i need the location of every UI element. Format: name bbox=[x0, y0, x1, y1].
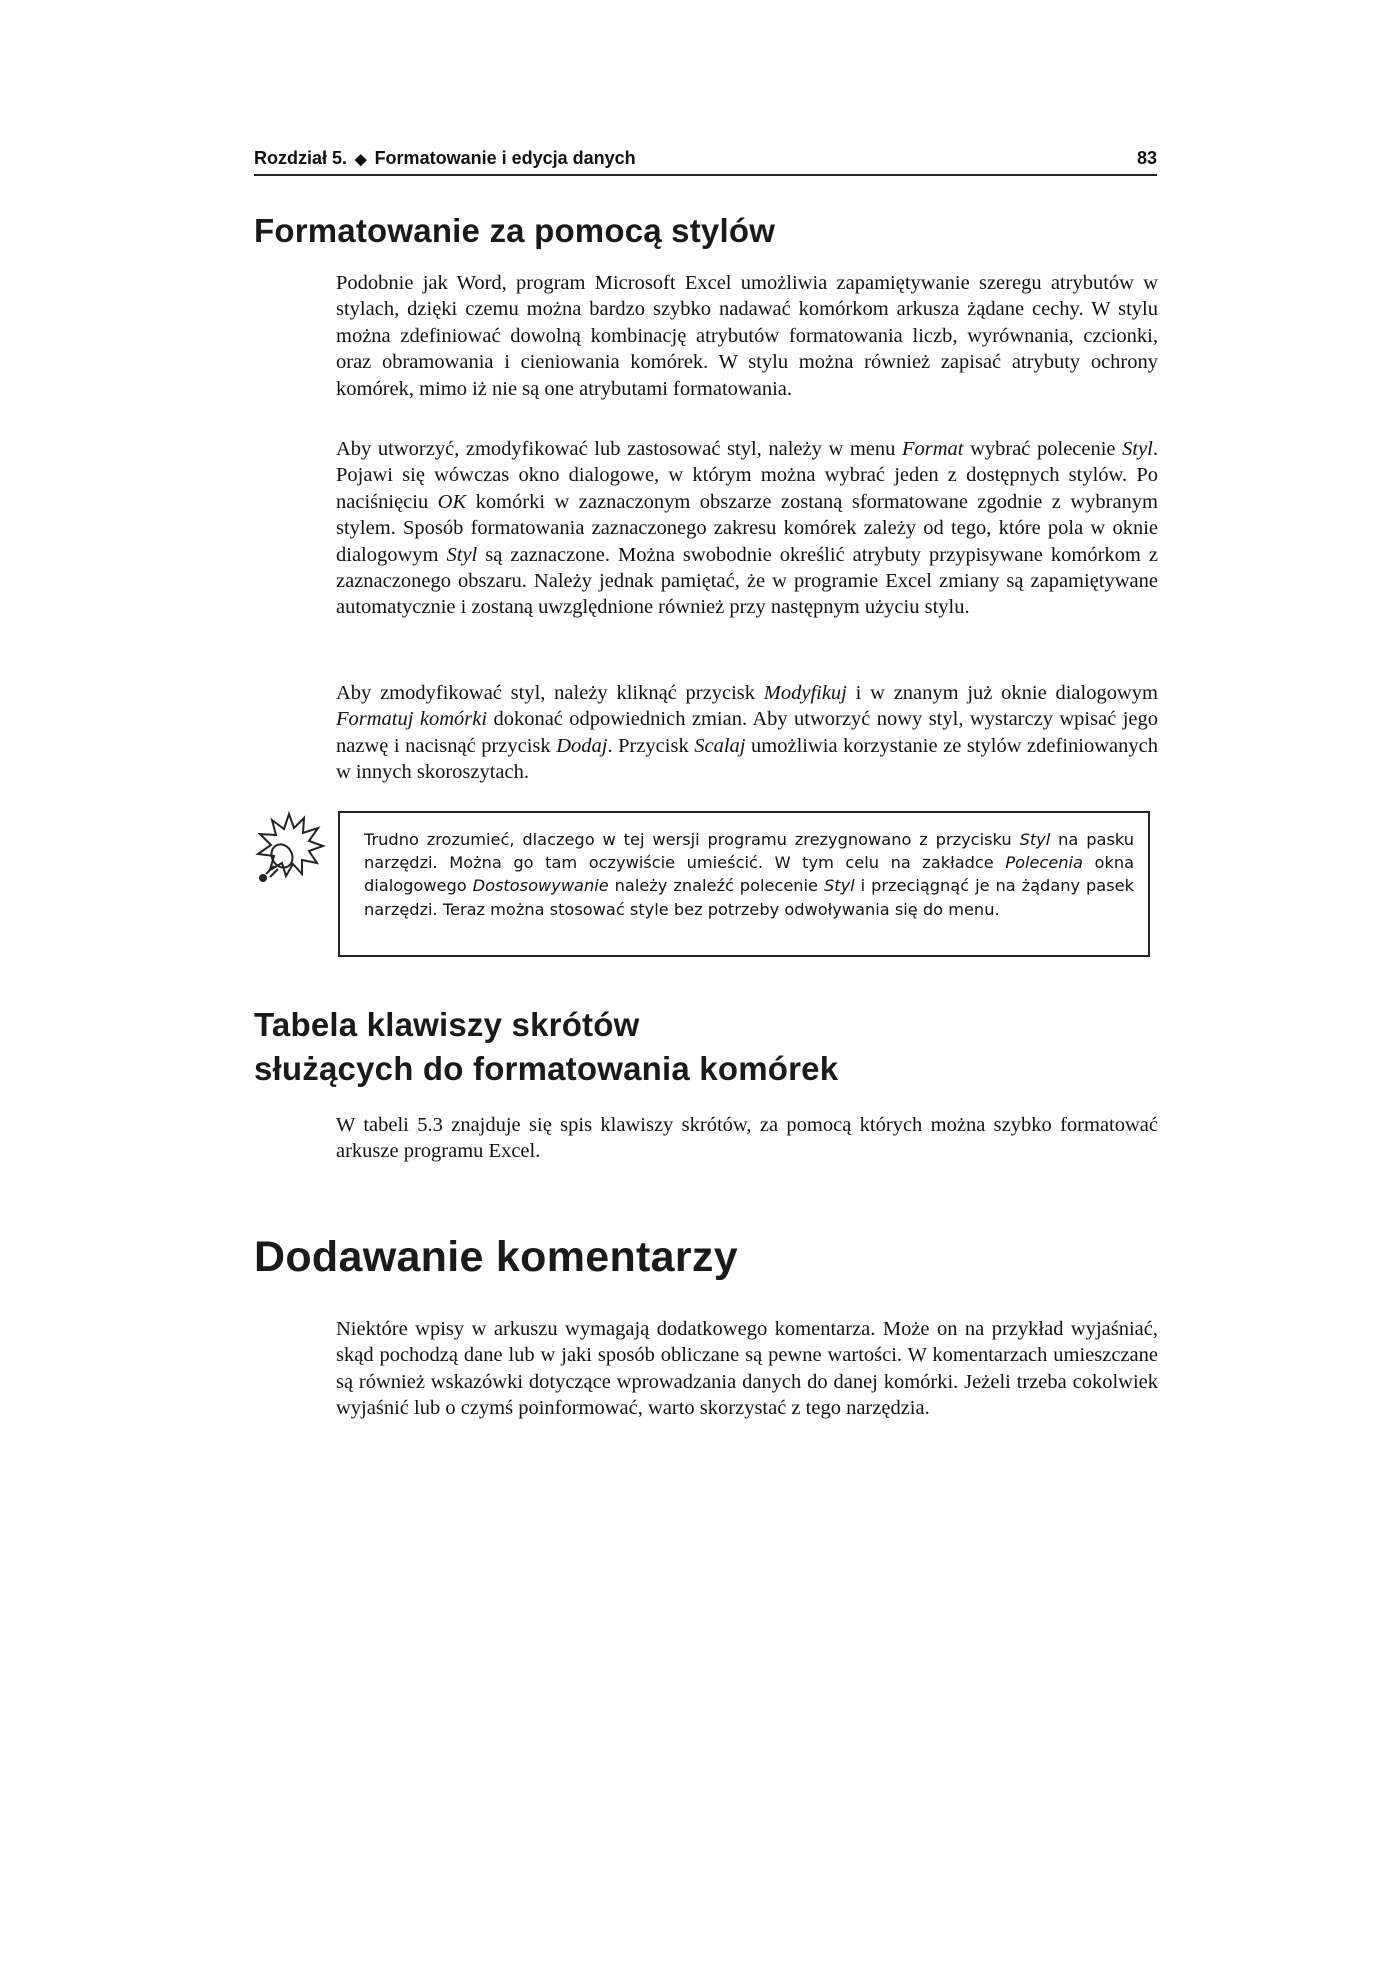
text-run: . Pojawi się wówczas okno dialogowe, w którym można wybrać jeden z dostępnych stylów. Po naciśnięciu bbox=[336, 438, 1158, 513]
italic-term: Polecenia bbox=[1005, 853, 1083, 873]
chapter-title: Rozdział 5. ◆ Formatowanie i edycja danych bbox=[254, 148, 636, 168]
italic-term: Dodaj bbox=[556, 734, 608, 757]
page-number: 83 bbox=[1136, 148, 1157, 168]
italic-term: Styl bbox=[1019, 830, 1051, 849]
paragraph bbox=[336, 680, 1158, 786]
text-run: na pasku narzędzi. Można go tam oczywiście umieścić. W tym celu na zakładce bbox=[364, 830, 1135, 873]
section-heading-shortcuts bbox=[254, 1003, 838, 1091]
text-run: Trudno zrozumieć, dlaczego w tej wersji programu zrezygnowano z przycisku bbox=[364, 830, 1020, 849]
text-run: należy znaleźć polecenie bbox=[608, 876, 824, 896]
paragraph: W tabeli 5.3 znajduje się spis klawiszy skrótów, za pomocą których można szybko formatować arkusze programu Excel. bbox=[336, 1114, 1158, 1163]
heading-line: służących do formatowania komórek bbox=[254, 1050, 839, 1087]
italic-term: Format bbox=[901, 438, 964, 460]
chapter-heading-comments: Dodawanie komentarzy bbox=[254, 1233, 738, 1281]
italic-term: Modyfikuj bbox=[763, 682, 847, 704]
italic-term: Formatuj komórki bbox=[336, 708, 488, 731]
running-header bbox=[254, 146, 1157, 176]
text-run: dokonać odpowiednich zmian. Aby utworzyć nowy styl, wystarczy wpisać jego nazwę i nacisnąć przycisk bbox=[336, 708, 1158, 757]
text-run: i przeciągnąć je na żądany pasek narzędzi. Teraz można stosować style bez potrzeby odwoływania się do menu. bbox=[364, 876, 1134, 919]
text-run: Podobnie jak Word, program Microsoft Excel umożliwia zapamiętywanie szeregu atrybutów w stylach, dzięki czemu można bardzo szybko nadawać komórkom arkusza żądane cechy. W stylu można zdefiniować dowolną kombinację atrybutów formatowania liczb, wyrównania, czcionki, oraz obramowania i cieniowania komórek. W stylu można również zapisać atrybuty ochrony komórek, mimo iż nie są one atrybutami formatowania. bbox=[336, 272, 1158, 400]
paragraph bbox=[336, 436, 1158, 621]
section-heading-styles: Formatowanie za pomocą stylów bbox=[254, 212, 776, 249]
italic-term: Dostosowywanie bbox=[472, 876, 609, 896]
lightbulb-idea-icon bbox=[252, 808, 326, 888]
heading-line: Tabela klawiszy skrótów bbox=[254, 1006, 640, 1043]
italic-term: Scalaj bbox=[694, 734, 746, 757]
tip-box bbox=[338, 811, 1150, 957]
text-run: i w znanym już oknie dialogowym bbox=[846, 682, 1158, 704]
paragraph bbox=[336, 270, 1158, 402]
text-run: Aby utworzyć, zmodyfikować lub zastosować styl, należy w menu bbox=[336, 438, 902, 460]
text-run: . Przycisk bbox=[607, 734, 695, 757]
paragraph: Niektóre wpisy w arkuszu wymagają dodatkowego komentarza. Może on na przykład wyjaśniać, skąd pochodzą dane lub w jaki sposób obliczane są pewne wartości. W komentarzach umieszczane są również wskazówki dotyczące wprowadzania danych do danej komórki. Jeżeli trzeba cokolwiek wyjaśnić lub o czymś poinformować, warto skorzystać z tego narzędzia. bbox=[336, 1318, 1158, 1420]
text-run: komórki w zaznaczonym obszarze zostaną sformatowane zgodnie z wybranym stylem. Sposób formatowania zaznaczonego zakresu komórek zależy od tego, które pola w oknie dialogowym bbox=[336, 490, 1158, 566]
diamond-icon: ◆ bbox=[355, 151, 367, 168]
tip-text bbox=[364, 828, 1134, 921]
text-run: są zaznaczone. Można swobodnie określić atrybuty przypisywane komórkom z zaznaczonego obszaru. Należy jednak pamiętać, że w programie Excel zmiany są zapamiętywane automatycznie i zostaną uwzględnione również przy następnym użyciu stylu. bbox=[336, 543, 1158, 619]
text-run: umożliwia korzystanie ze stylów zdefiniowanych w innych skoroszytach. bbox=[336, 734, 1158, 784]
text-run: wybrać polecenie bbox=[963, 438, 1123, 460]
italic-term: OK bbox=[437, 490, 467, 513]
italic-term: Styl bbox=[823, 876, 855, 896]
italic-term: Styl bbox=[1122, 438, 1153, 460]
text-run: Aby zmodyfikować styl, należy kliknąć przycisk bbox=[336, 682, 764, 704]
text-run: okna dialogowego bbox=[364, 853, 1134, 896]
italic-term: Styl bbox=[446, 543, 478, 566]
